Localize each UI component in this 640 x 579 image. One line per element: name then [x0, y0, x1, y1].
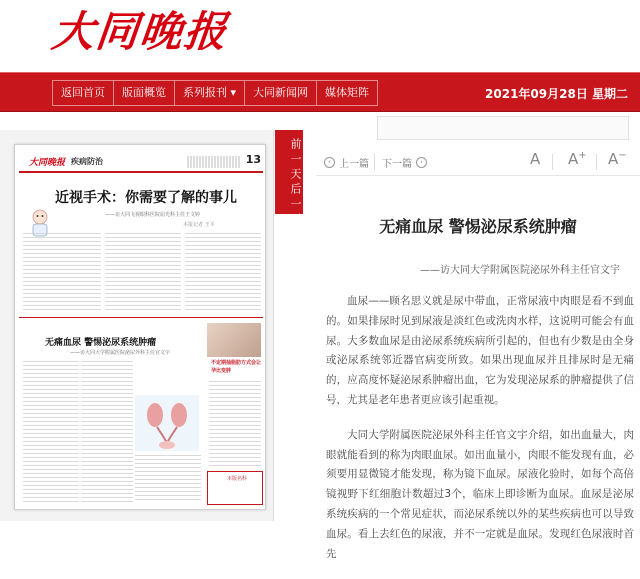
article-paragraph: 大同大学附属医院泌尿外科主任官文宇介绍，如出血量大，肉眼就能看到的称为肉眼血尿。如出血量小，肉眼不能发现有血，必须要用显微镜才能发现，称为镜下血尿。尿液化验时，如每个高倍镜视野下红细胞计数超过3个，临床上即诊断为血尿。血尿是泌尿系统疾病的一个常见症状，而泌尿系统以外的某些疾病也可以导致血尿。看上去红色的尿液，并不一定就是血尿。发现红色尿液时首先 [326, 428, 634, 560]
newspaper-page-image[interactable] [14, 144, 266, 510]
prev-article-label: 上一篇 [339, 158, 369, 170]
paper-divider [19, 317, 263, 318]
minus-icon: − [618, 150, 627, 161]
paper-section-name: 疾病防治 [71, 157, 103, 166]
nav-item-home[interactable]: 返回首页 [53, 81, 114, 105]
paper-info-label: 本版名科 [227, 476, 248, 482]
paper-header [19, 153, 263, 173]
paper-brand: 大同晚报 [29, 158, 66, 168]
nav-item-media-matrix[interactable]: 媒体矩阵 [325, 86, 370, 99]
next-day-char[interactable]: 后 [289, 183, 302, 198]
paper-text-block [105, 233, 181, 311]
masthead [0, 0, 640, 70]
font-increase-button[interactable] [568, 150, 587, 168]
arrow-right-icon: › [416, 157, 427, 168]
font-decrease-button[interactable] [608, 150, 627, 168]
paper-text-block [23, 361, 79, 503]
logo[interactable]: 大同晚报 [49, 7, 231, 56]
article-title: 无痛血尿 警惕泌尿系统肿瘤 [379, 217, 577, 236]
article-body [326, 292, 634, 579]
article-paragraph: 血尿——顾名思义就是尿中带血，正常尿液中肉眼是看不到血的。如果排尿时见到尿液是淡红色或洗肉水样，这说明可能会有血尿。大多数血尿是由泌尿系统疾病所引起的，但也有少数是由全身或泌尿系统邻近器官病变所致。如果出现血尿并且排尿时是无痛的，应高度怀疑泌尿系肿瘤出血，它为发现泌尿系的肿瘤提供了信号，尤其是老年患者更应该引起重视。 [326, 295, 634, 406]
next-day-char[interactable]: 一 [289, 198, 302, 213]
paper-page-number: 13 [245, 153, 261, 166]
font-increase-label: A [568, 150, 579, 168]
arrow-left-icon: ‹ [324, 157, 335, 168]
paper-byline: 本报记者 王平 [183, 222, 215, 228]
prev-article-button[interactable] [324, 154, 369, 170]
paper-side-headline[interactable]: 不定期抽脂肪方式会让孕比变胖 [211, 360, 262, 374]
paper-headline-1[interactable]: 近视手术：你需要了解的事儿 [55, 190, 237, 206]
main-nav-bar [0, 72, 640, 112]
font-decrease-label: A [608, 150, 619, 168]
search-input[interactable] [377, 116, 629, 140]
next-day-char[interactable]: 天 [289, 213, 302, 228]
paper-text-block [209, 381, 261, 467]
article-subtitle: ——访大同大学附属医院泌尿外科主任官文宇 [420, 265, 620, 276]
nav-item-news-site[interactable]: 大同新闻网 [245, 81, 317, 105]
next-article-label: 下一篇 [382, 158, 412, 170]
plus-icon: + [578, 150, 587, 161]
nav-menu [52, 80, 378, 106]
paper-subheadline-2: ——访大同大学附属医院泌尿外科主任官文宇 [70, 350, 171, 356]
toolbar-divider [374, 154, 375, 170]
next-article-button[interactable] [382, 154, 427, 170]
font-normal-button[interactable]: A [530, 150, 541, 168]
paper-text-block [185, 233, 261, 311]
paper-meta-lines [187, 156, 241, 168]
prev-day-char[interactable]: 天 [289, 168, 302, 183]
issue-date: 2021年09月28日 星期二 [485, 87, 628, 101]
nav-item-series[interactable]: 系列报刊 ▾ [175, 81, 245, 105]
article-panel [316, 142, 640, 560]
article-toolbar [316, 148, 640, 176]
paper-text-block [81, 361, 133, 503]
paper-text-block [135, 455, 201, 503]
prev-day-char[interactable]: 一 [289, 153, 302, 168]
paper-text-block [23, 233, 101, 311]
paper-headline-2[interactable]: 无痛血尿 警惕泌尿系统肿瘤 [45, 338, 157, 348]
page-preview-panel [0, 130, 274, 521]
prev-day-char[interactable]: 前 [289, 138, 302, 153]
prev-next-day-tab[interactable] [275, 130, 303, 228]
nav-item-overview[interactable]: 版面概览 [114, 81, 175, 105]
toolbar-divider [552, 154, 553, 170]
paper-subheadline-1: ——访大同飞视眼科医院屈光科主任王文婷 [105, 212, 201, 218]
toolbar-divider [596, 154, 597, 170]
urinary-diagram-icon [135, 395, 199, 451]
paper-photo [207, 323, 261, 357]
